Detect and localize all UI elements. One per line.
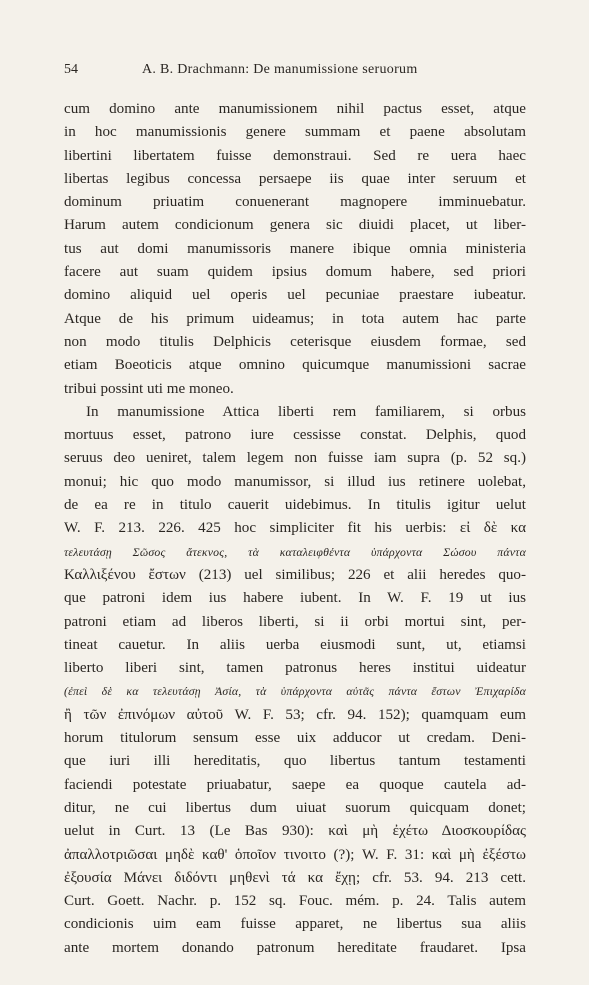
text-line: etiam Boeoticis atque omnino quicumque manumissioni sacrae [64, 357, 526, 374]
page-number: 54 [64, 62, 78, 77]
text-line: ante mortem donando patronum hereditate fraudaret. Ipsa [64, 939, 526, 956]
text-line: libertini libertatem fuisse demonstraui. Sed re uera haec [64, 147, 526, 164]
page-header [64, 62, 525, 82]
text-line: In manumissione Attica liberti rem familiarem, si orbus [86, 403, 526, 420]
text-line: monui; hic quo modo manumissor, si illud ius retinere uolebat, [64, 473, 526, 490]
text-line: tus aut domi manumissoris manere ibique omnia ministeria [64, 240, 526, 257]
text-line: Atque de his primum uideamus; in tota autem hac parte [64, 310, 526, 327]
text-line: horum titulorum sensum esse uix adducor ut credam. Deni- [64, 730, 526, 747]
text-line: de ea re in titulo cauerit uidebimus. In titulis igitur uelut [64, 497, 526, 514]
text-line: condicionis uim eam fuisse apparet, ne libertus sua aliis [64, 916, 526, 933]
text-line: ἢ τῶν ἐπινόμων αὐτοῦ W. F. 53; cfr. 94. 152); quamquam eum [64, 706, 526, 723]
text-line: W. F. 213. 226. 425 hoc simpliciter fit his uerbis: εἰ δὲ κα [64, 520, 526, 537]
body-text [64, 98, 526, 960]
text-line: cum domino ante manumissionem nihil pactus esset, atque [64, 101, 526, 117]
text-line: Harum autem condicionum genera sic diuidi placet, ut liber- [64, 217, 526, 234]
text-line: tineat cauetur. In aliis uerba eiusmodi sunt, ut, etiamsi [64, 636, 526, 653]
text-line: que iuri illi hereditatis, quo libertus tantum testamenti [64, 753, 526, 770]
text-line: que patroni idem ius habere iubent. In W. F. 19 ut ius [64, 590, 526, 607]
text-line: liberto liberi sint, tamen patronus heres institui uideatur [64, 660, 526, 677]
text-line: domino aliquid uel operis uel pecuniae praestare iubeatur. [64, 287, 526, 304]
text-line: in hoc manumissionis genere summam et paene absolutam [64, 124, 526, 141]
text-line: non modo titulis Delphicis ceterisque eiusdem formae, sed [64, 333, 526, 350]
text-line: faciendi potestate priuabatur, saepe ea quoque cautela ad- [64, 776, 526, 793]
text-line: patroni etiam ad liberos liberti, si ii orbi mortui sint, per- [64, 613, 526, 630]
text-line: seruus deo ueniret, talem legem non fuisse iam supra (p. 52 sq.) [64, 450, 526, 467]
text-line: Curt. Goett. Nachr. p. 152 sq. Fouc. mém. p. 24. Talis autem [64, 893, 526, 910]
text-line: libertas legibus concessa persaepe iis quae inter seruum et [64, 170, 526, 187]
text-line: facere aut suam quidem ipsius domum habere, sed priori [64, 264, 526, 281]
text-line: ἀπαλλοτριῶσαι μηδὲ καθ' ὁποῖον τινοιτο (?); W. F. 31: καὶ μὴ ἐξέστω [64, 846, 526, 863]
text-line: dominum priuatim conuenerant magnopere imminuebatur. [64, 194, 526, 211]
text-line: tribui possint uti me moneo. [64, 380, 234, 397]
text-line: Καλλιξένου ἔστων (213) uel similibus; 226 et alii heredes quo- [64, 566, 526, 583]
greek-text-line: (ἐπεὶ δὲ κα τελευτάσῃ Ἀσία, τὰ ὑπάρχοντα αὐτᾶς πάντα ἔστων Ἐπιχαρίδα [64, 684, 526, 699]
greek-text-line: τελευτάσῃ Σῶσος ἄτεκνος, τὰ καταλειφθέντα ὑπάρχοντα Σώσου πάντα [64, 544, 526, 559]
text-line: ἐξουσία Μάνει διδόντι μηθενὶ τά κα ἔχῃ; cfr. 53. 94. 213 cett. [64, 869, 526, 886]
text-line: mortuus esset, patrono iure cessisse constat. Delphis, quod [64, 427, 526, 444]
text-line: uelut in Curt. 13 (Le Bas 930): καὶ μὴ ἐχέτω Διοσκουρίδας [64, 823, 526, 840]
running-head: A. B. Drachmann: De manumissione seruorum [142, 62, 418, 77]
text-line: ditur, ne cui libertus dum uiuat suorum quicquam donet; [64, 799, 526, 816]
